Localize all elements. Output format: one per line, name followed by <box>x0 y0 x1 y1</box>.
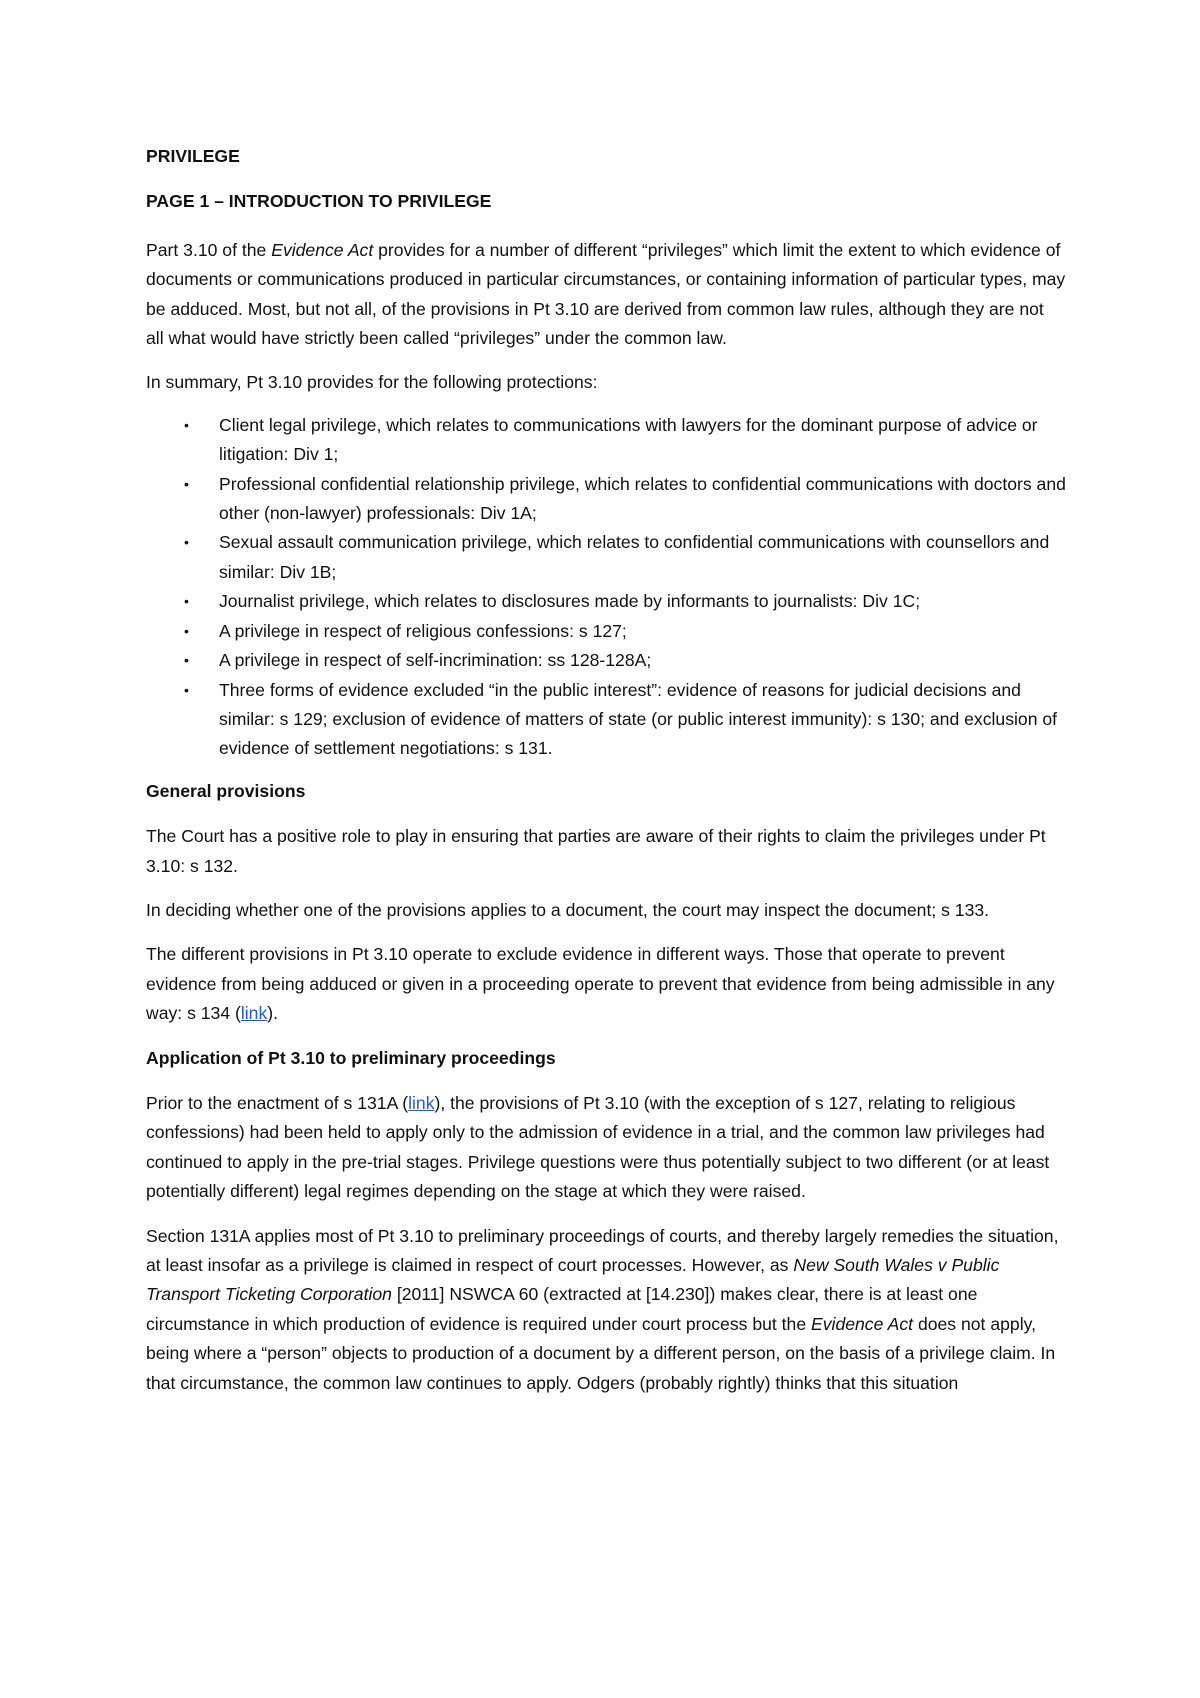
general-paragraph-3: The different provisions in Pt 3.10 operate to exclude evidence in different ways. Those that operate to prevent evidence from being adduced or given in a proceeding operate to prevent that evidence from being admissible in any way: s 134 (link). <box>146 944 1055 1024</box>
list-item: • Client legal privilege, which relates to communications with lawyers for the dominant purpose of advice or litigation: Div 1; <box>146 411 1066 470</box>
evidence-act-citation: Evidence Act <box>271 239 374 260</box>
document-title: PRIVILEGE <box>146 146 240 166</box>
intro-paragraph <box>146 236 1066 354</box>
list-item: • A privilege in respect of religious confessions: s 127; <box>146 617 1066 646</box>
bullet-icon: • <box>184 593 189 610</box>
section-heading-general-provisions: General provisions <box>146 780 306 801</box>
list-item: • Journalist privilege, which relates to disclosures made by informants to journalists: Div 1C; <box>146 587 1066 616</box>
bullet-icon: • <box>184 681 189 698</box>
general-paragraph-1: The Court has a positive role to play in ensuring that parties are aware of their rights to claim the privileges under Pt 3.10: s 132. <box>146 826 1046 876</box>
section-131a-link[interactable]: link <box>408 1092 435 1113</box>
case-citation: New South Wales v Public Transport Ticketing Corporation <box>146 1255 1000 1305</box>
bullet-icon: • <box>184 475 189 492</box>
bullet-icon: • <box>184 622 189 639</box>
bullet-icon: • <box>184 534 189 551</box>
list-item: • Professional confidential relationship privilege, which relates to confidential communications with doctors and other (non-lawyer) professionals: Div 1A; <box>146 470 1066 529</box>
intro-text-1: Part 3.10 of the <box>146 239 272 260</box>
list-item: • Sexual assault communication privilege, which relates to confidential communications with counsellors and similar: Div 1B; <box>146 528 1066 587</box>
summary-lead: In summary, Pt 3.10 provides for the following protections: <box>146 372 598 393</box>
general-paragraph-2: In deciding whether one of the provisions applies to a document, the court may inspect the document; s 133. <box>146 899 990 920</box>
section-heading-preliminary-proceedings: Application of Pt 3.10 to preliminary proceedings <box>146 1047 556 1068</box>
bullet-icon: • <box>184 416 189 433</box>
bullet-icon: • <box>184 652 189 669</box>
evidence-act-citation: Evidence Act <box>811 1313 914 1334</box>
preliminary-paragraph-2: Section 131A applies most of Pt 3.10 to preliminary proceedings of courts, and thereby largely remedies the situation, at least insofar as a privilege is claimed in respect of court processes. However, as New South Wales v Public Transport Ticketing Corporation [2011] NSWCA 60 (extracted at [14.230]) makes clear, there is at least one circumstance in which production of evidence is required under court process but the Evidence Act does not apply, being where a “person” objects to production of a document by a different person, on the basis of a privilege claim. In that circumstance, the common law continues to apply. Odgers (probably rightly) thinks that this situation <box>146 1225 1059 1393</box>
preliminary-paragraph-1: Prior to the enactment of s 131A (link), the provisions of Pt 3.10 (with the exception of s 127, relating to religious confessions) had been held to apply only to the admission of evidence in a trial, and the common law privileges had continued to apply in the pre-trial stages. Privilege questions were thus potentially subject to two different (or at least potentially different) legal regimes depending on the stage at which they were raised. <box>146 1092 1050 1202</box>
intro-text-2: provides for a number of different “privileges” which limit the extent to which evidence of documents or communications produced in particular circumstances, or containing information of particular types, may be adduced. Most, but not all, of the provisions in Pt 3.10 are derived from common law rules, although they are not all what would have strictly been called “privileges” under the common law. <box>146 239 1066 349</box>
list-item: • Three forms of evidence excluded “in the public interest”: evidence of reasons for judicial decisions and similar: s 129; exclusion of evidence of matters of state (or public interest immunity): s 130; and exclusion of evidence of settlement negotiations: s 131. <box>146 676 1066 764</box>
section-134-link[interactable]: link <box>240 1003 268 1024</box>
list-item: • A privilege in respect of self-incrimination: ss 128-128A; <box>146 646 1066 675</box>
protections-list <box>146 411 1066 764</box>
section-heading-introduction: PAGE 1 – INTRODUCTION TO PRIVILEGE <box>146 191 492 212</box>
document-page <box>146 142 1066 1413</box>
